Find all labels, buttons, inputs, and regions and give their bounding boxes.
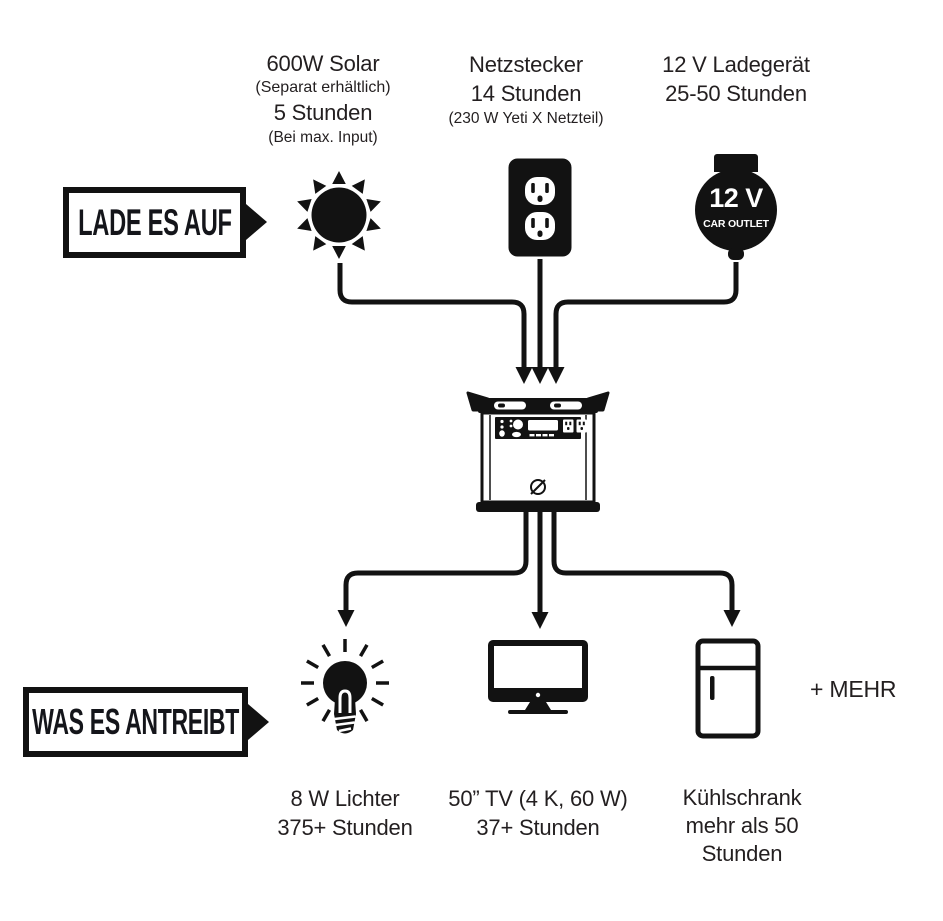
fridge-label — [622, 784, 862, 868]
tv-icon — [486, 638, 590, 718]
tv-duration: 37+ Stunden — [476, 815, 600, 840]
lights-title: 8 W Lichter — [290, 786, 400, 811]
car-title: 12 V Ladegerät — [662, 52, 810, 77]
solar-note-1: (Separat erhältlich) — [255, 79, 391, 96]
car-outlet-icon-text-bottom: CAR OUTLET — [703, 218, 769, 230]
wall-title: Netzstecker — [469, 52, 583, 77]
wall-duration: 14 Stunden — [470, 81, 582, 106]
power-section-label: WAS ES ANTREIBT — [32, 701, 239, 742]
yeti-power-station — [462, 386, 614, 514]
wall-note: (230 W Yeti X Netzteil) — [448, 110, 604, 127]
charge-section-label: LADE ES AUF — [77, 201, 232, 243]
more-label: + MEHR — [810, 676, 897, 702]
sun-icon — [289, 165, 389, 265]
power-section-box — [23, 687, 248, 757]
charge-section-box — [63, 187, 246, 258]
charge-arrow-icon — [246, 204, 267, 240]
car-label — [605, 50, 867, 108]
car-outlet-icon-text-top: 12 V — [709, 183, 763, 213]
solar-duration: 5 Stunden — [273, 100, 373, 125]
solar-title: 600W Solar — [266, 51, 380, 76]
lightbulb-icon — [300, 637, 390, 747]
solar-note-2: (Bei max. Input) — [268, 129, 378, 146]
wall-outlet-icon — [507, 157, 573, 258]
tv-title: 50” TV (4 K, 60 W) — [448, 786, 628, 811]
car-outlet-icon — [691, 150, 781, 262]
car-duration: 25-50 Stunden — [665, 81, 807, 106]
fridge-line-3: Stunden — [701, 841, 783, 866]
fridge-line-2: mehr als 50 — [685, 813, 799, 838]
fridge-icon — [694, 638, 762, 740]
lights-duration: 375+ Stunden — [277, 815, 413, 840]
power-arrow-icon — [248, 704, 269, 740]
fridge-title: Kühlschrank — [682, 785, 802, 810]
